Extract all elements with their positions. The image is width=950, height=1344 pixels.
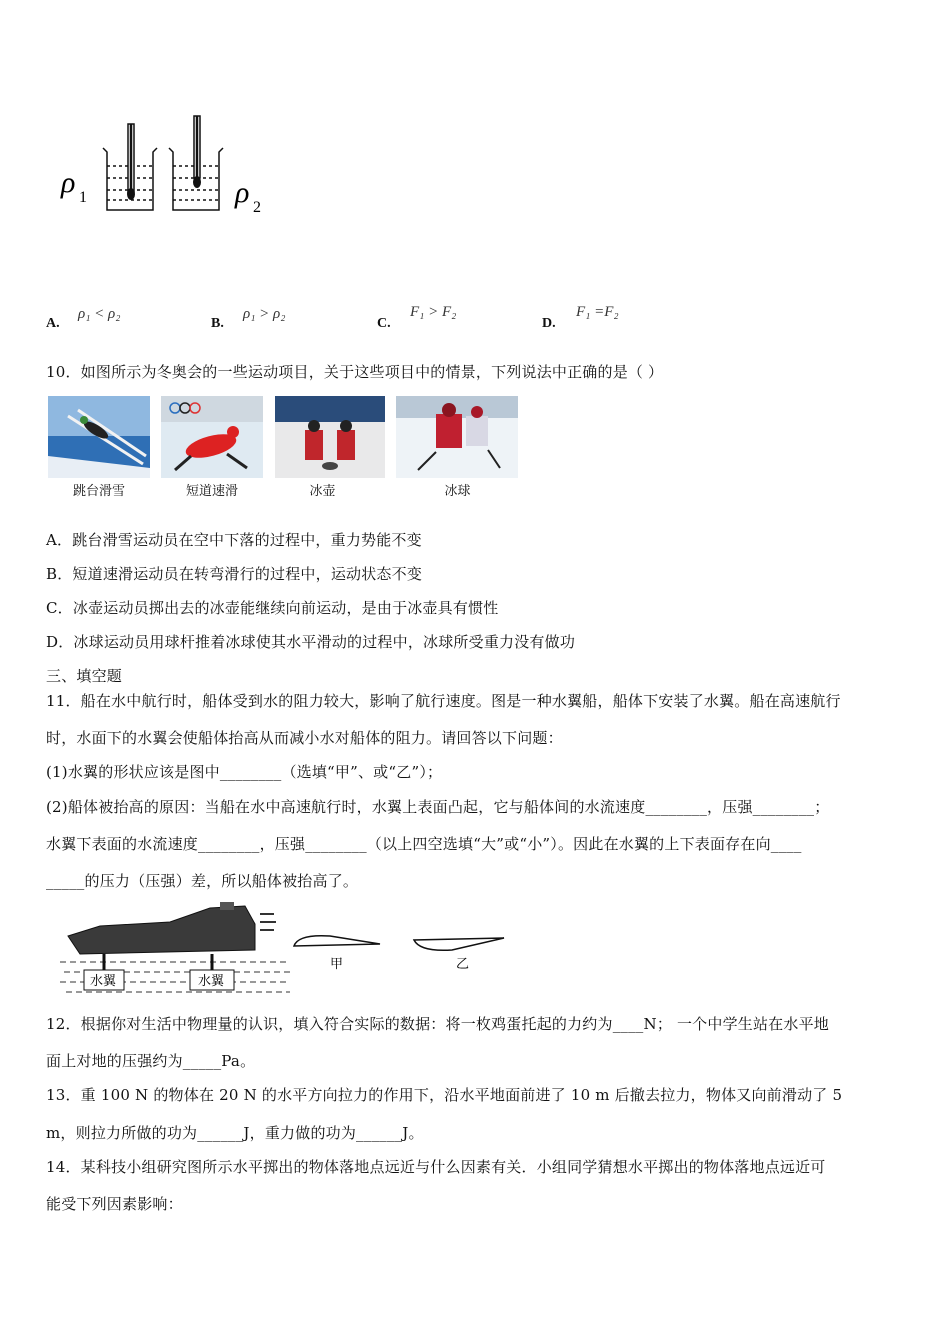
q14-line-2: 能受下列因素影响：: [46, 1195, 183, 1213]
q9-option-b-formula: ρ₁ > ρ₂: [243, 306, 286, 322]
wing-label-yi: 乙: [456, 956, 470, 971]
q14-line-1: 14．某科技小组研究图所示水平掷出的物体落地点远近与什么因素有关．小组同学猜想水平掷出的物体落地点远近可: [46, 1158, 826, 1176]
wing-label-left: 水翼: [90, 973, 117, 988]
q9-option-c-label[interactable]: C.: [377, 316, 391, 331]
wing-shape-yi: [414, 938, 504, 950]
section-heading-fill-in: 三、填空题: [46, 667, 123, 685]
q10-option-a[interactable]: A．跳台滑雪运动员在空中下落的过程中，重力势能不变: [46, 531, 422, 549]
rho2-symbol: ρ: [235, 176, 250, 209]
wing-label-right: 水翼: [198, 973, 225, 988]
curling-photo: [275, 396, 385, 478]
densimeter-bulb-2: [193, 176, 201, 188]
q11-line-6: _____的压力（压强）差，所以船体被抬高了。: [46, 872, 359, 890]
q9-figure: [55, 110, 285, 225]
densimeter-bulb-1: [127, 188, 135, 200]
q9-option-c-formula: F₁ > F₂: [410, 304, 457, 320]
q11-line-3: (1)水翼的形状应该是图中________（选填“甲”、或“乙”）；: [46, 763, 443, 781]
q12-line-1: 12．根据你对生活中物理量的认识，填入符合实际的数据：将一枚鸡蛋托起的力约为____N； 一个中学生站在水平地: [46, 1015, 829, 1033]
q13-line-1: 13．重 100 N 的物体在 20 N 的水平方向拉力的作用下，沿水平地面前进了 10 m 后撤去拉力，物体又向前滑动了 5: [46, 1086, 843, 1104]
q13-line-2: m，则拉力所做的功为______J，重力做的功为______J。: [46, 1124, 424, 1142]
caption-ice-hockey: 冰球: [444, 484, 471, 499]
q10-option-c[interactable]: C．冰壶运动员掷出去的冰壶能继续向前运动，是由于冰壶具有惯性: [46, 599, 499, 617]
q9-option-d-formula: F₁ =F₂: [576, 304, 619, 320]
q10-option-b[interactable]: B．短道速滑运动员在转弯滑行的过程中，运动状态不变: [46, 565, 423, 583]
caption-ski-jumping: 跳台滑雪: [72, 484, 125, 499]
q11-line-5: 水翼下表面的水流速度________，压强________（以上四空选填“大”或“小”）。因此在水翼的上下表面存在向____: [46, 835, 802, 853]
wing-shape-jia: [294, 936, 380, 946]
q9-option-d-label[interactable]: D.: [542, 316, 556, 331]
q9-option-b-label[interactable]: B.: [211, 316, 224, 331]
q11-line-2: 时，水面下的水翼会使船体抬高从而减小水对船体的阻力。请回答以下问题：: [46, 729, 563, 747]
beaker-2: [169, 116, 223, 210]
rho2-subscript: 2: [253, 199, 261, 216]
hydrofoil-boat-figure: [60, 900, 510, 1000]
q9-option-a-label[interactable]: A.: [46, 316, 60, 331]
caption-speed-skating: 短道速滑: [185, 484, 238, 499]
ice-hockey-photo: [396, 396, 518, 478]
q9-option-a-formula: ρ₁ < ρ₂: [78, 306, 121, 322]
q10-stem: 10．如图所示为冬奥会的一些运动项目，关于这些项目中的情景，下列说法中正确的是（ ）: [46, 363, 664, 381]
q11-line-1: 11．船在水中航行时，船体受到水的阻力较大，影响了航行速度。图是一种水翼船，船体下安装了水翼。船在高速航行: [46, 692, 841, 710]
rho1-symbol: ρ: [61, 166, 76, 199]
ski-jumping-photo: [48, 396, 150, 478]
q11-line-4: (2)船体被抬高的原因：当船在水中高速航行时，水翼上表面凸起，它与船体间的水流速度________，压强________；: [46, 798, 830, 816]
beakers-diagram: [55, 110, 285, 225]
caption-curling: 冰壶: [309, 484, 336, 499]
q12-line-2: 面上对地的压强约为_____Pa。: [46, 1052, 256, 1070]
speed-skating-photo: [161, 396, 263, 478]
wing-label-jia: 甲: [330, 956, 344, 971]
q10-option-d[interactable]: D．冰球运动员用球杆推着冰球使其水平滑动的过程中，冰球所受重力没有做功: [46, 633, 576, 651]
rho1-subscript: 1: [79, 189, 87, 206]
